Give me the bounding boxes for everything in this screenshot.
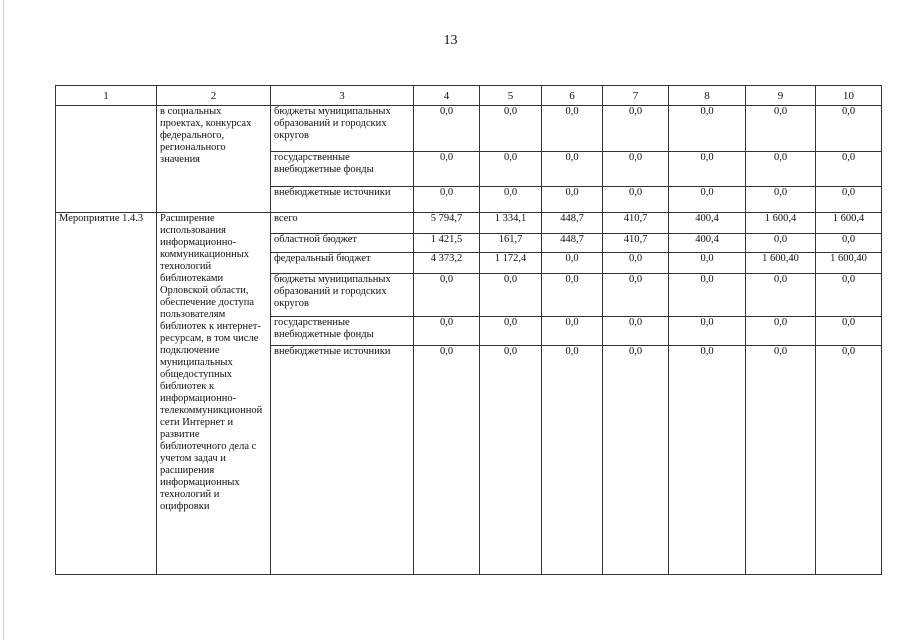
value-cell: 0,0 (480, 106, 542, 152)
value-cell: 400,4 (669, 213, 746, 234)
value-cell: 0,0 (480, 152, 542, 187)
value-cell: 0,0 (603, 346, 669, 575)
funding-source-cell: государственные внебюджетные фонды (271, 317, 414, 346)
value-cell: 448,7 (542, 213, 603, 234)
value-cell: 1 600,4 (816, 213, 882, 234)
column-number: 6 (542, 86, 603, 106)
page-number: 13 (443, 33, 458, 48)
value-cell: 1 421,5 (414, 234, 480, 253)
value-cell: 0,0 (414, 274, 480, 317)
value-cell: 0,0 (542, 317, 603, 346)
value-cell: 0,0 (816, 346, 882, 575)
value-cell: 0,0 (816, 187, 882, 213)
value-cell: 0,0 (414, 346, 480, 575)
table-row (56, 106, 882, 152)
column-number: 2 (157, 86, 271, 106)
column-number: 9 (746, 86, 816, 106)
column-number: 5 (480, 86, 542, 106)
value-cell: 0,0 (480, 346, 542, 575)
funding-source-cell: федеральный бюджет (271, 253, 414, 274)
activity-name-cell: Мероприятие 1.4.3 (56, 213, 157, 575)
funding-source-cell: бюджеты муниципальных образований и городских округов (271, 274, 414, 317)
value-cell: 0,0 (480, 317, 542, 346)
value-cell: 0,0 (746, 317, 816, 346)
activity-name-cell (56, 106, 157, 213)
value-cell: 0,0 (816, 274, 882, 317)
funding-source-cell: бюджеты муниципальных образований и городских округов (271, 106, 414, 152)
value-cell: 0,0 (603, 187, 669, 213)
funding-table (55, 85, 882, 575)
page-edge (3, 0, 4, 640)
value-cell: 0,0 (542, 152, 603, 187)
value-cell: 1 172,4 (480, 253, 542, 274)
value-cell: 0,0 (669, 346, 746, 575)
column-number: 7 (603, 86, 669, 106)
value-cell: 0,0 (542, 106, 603, 152)
value-cell: 0,0 (669, 152, 746, 187)
value-cell: 0,0 (480, 187, 542, 213)
value-cell: 0,0 (816, 152, 882, 187)
value-cell: 0,0 (669, 274, 746, 317)
value-cell: 0,0 (816, 234, 882, 253)
value-cell: 0,0 (542, 274, 603, 317)
value-cell: 0,0 (542, 253, 603, 274)
column-number: 8 (669, 86, 746, 106)
value-cell: 0,0 (669, 106, 746, 152)
table-row (56, 213, 882, 234)
funding-source-cell: внебюджетные источники (271, 346, 414, 575)
value-cell: 0,0 (669, 187, 746, 213)
value-cell: 0,0 (414, 106, 480, 152)
value-cell: 0,0 (746, 152, 816, 187)
column-number: 4 (414, 86, 480, 106)
funding-source-cell: всего (271, 213, 414, 234)
value-cell: 0,0 (669, 317, 746, 346)
value-cell: 0,0 (746, 106, 816, 152)
value-cell: 0,0 (603, 106, 669, 152)
value-cell: 0,0 (480, 274, 542, 317)
table-body (56, 106, 882, 575)
value-cell: 161,7 (480, 234, 542, 253)
value-cell: 1 334,1 (480, 213, 542, 234)
value-cell: 4 373,2 (414, 253, 480, 274)
value-cell: 0,0 (816, 317, 882, 346)
value-cell: 0,0 (603, 152, 669, 187)
funding-source-cell: областной бюджет (271, 234, 414, 253)
value-cell: 0,0 (603, 253, 669, 274)
value-cell: 0,0 (816, 106, 882, 152)
funding-source-cell: государственные внебюджетные фонды (271, 152, 414, 187)
value-cell: 0,0 (669, 253, 746, 274)
value-cell: 410,7 (603, 213, 669, 234)
column-number: 10 (816, 86, 882, 106)
value-cell: 0,0 (746, 234, 816, 253)
value-cell: 448,7 (542, 234, 603, 253)
column-number: 1 (56, 86, 157, 106)
value-cell: 1 600,4 (746, 213, 816, 234)
value-cell: 0,0 (414, 187, 480, 213)
value-cell: 400,4 (669, 234, 746, 253)
value-cell: 0,0 (542, 346, 603, 575)
value-cell: 410,7 (603, 234, 669, 253)
value-cell: 0,0 (414, 152, 480, 187)
value-cell: 0,0 (414, 317, 480, 346)
value-cell: 1 600,40 (746, 253, 816, 274)
value-cell: 0,0 (542, 187, 603, 213)
value-cell: 0,0 (746, 274, 816, 317)
value-cell: 0,0 (746, 346, 816, 575)
activity-description-cell: в социальных проектах, конкурсах федерального, регионального значения (157, 106, 271, 213)
value-cell: 0,0 (603, 274, 669, 317)
value-cell: 0,0 (746, 187, 816, 213)
value-cell: 0,0 (603, 317, 669, 346)
column-number: 3 (271, 86, 414, 106)
column-number-row (56, 86, 882, 106)
value-cell: 1 600,40 (816, 253, 882, 274)
funding-source-cell: внебюджетные источники (271, 187, 414, 213)
activity-description-cell: Расширение использования информационно-коммуникационных технологий библиотеками Орловской области, обеспечение доступа пользователям библиотек к интернет-ресурсам, в том числе подключение муниципальных общедоступных библиотек к информационно-телекоммуникционной сети Интернет и развитие библиотечного дела с учетом задач и расширения информационных технологий и оцифровки (157, 213, 271, 575)
value-cell: 5 794,7 (414, 213, 480, 234)
